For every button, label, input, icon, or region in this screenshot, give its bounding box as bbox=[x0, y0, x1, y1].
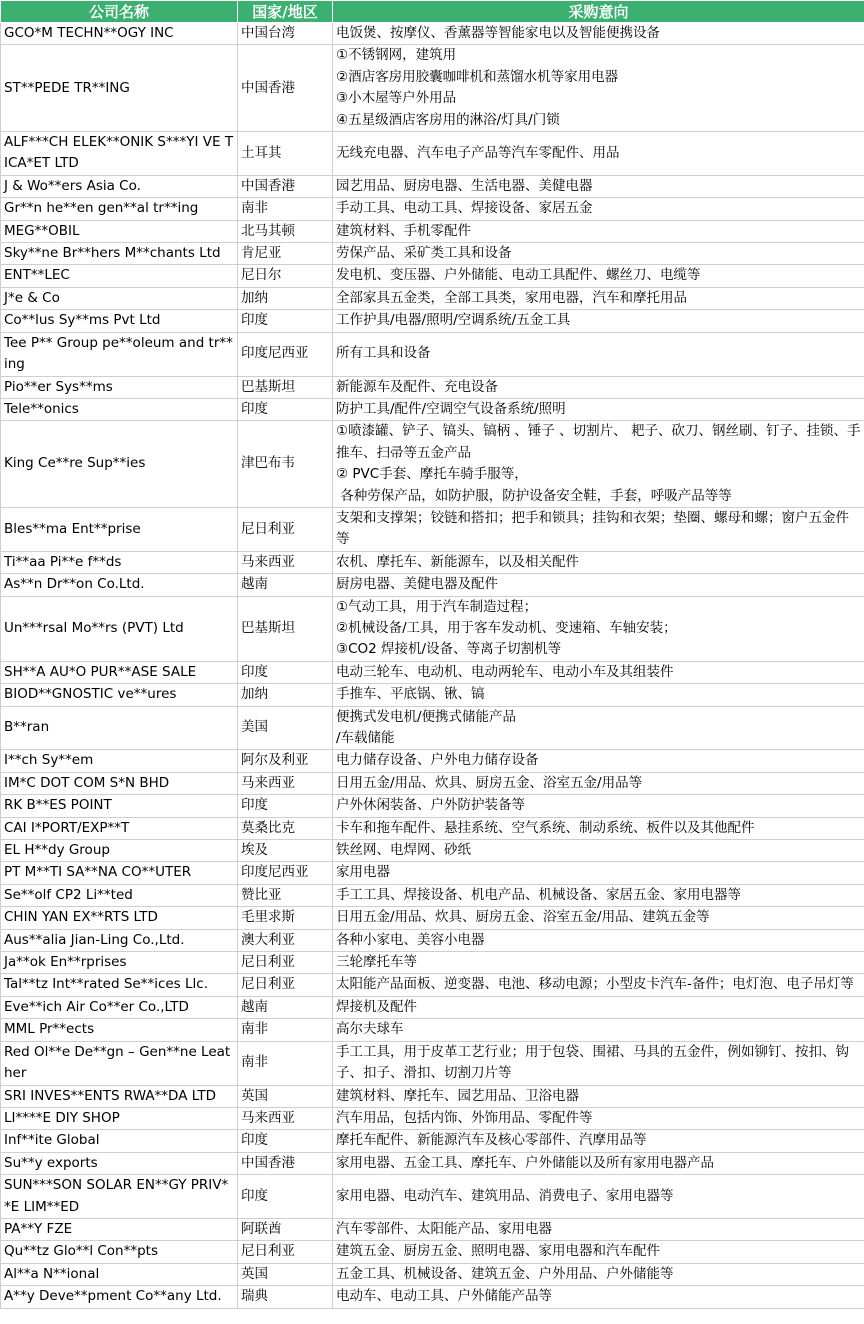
table-header-row bbox=[1, 1, 864, 23]
company-cell: PT M**TI SA**NA CO**UTER bbox=[1, 862, 238, 884]
header-company: 公司名称 bbox=[1, 1, 238, 23]
intent-cell: 支架和支撑架；铰链和搭扣；把手和锁具；挂钩和衣架；垫圈、螺母和螺；窗户五金件等 bbox=[333, 507, 864, 551]
header-intent: 采购意向 bbox=[333, 1, 864, 23]
table-row bbox=[1, 398, 864, 420]
intent-cell: ①喷漆罐、铲子、镐头、镐柄 、锤子 、切割片、 耙子、砍刀、钢丝刷、钉子、挂锁、手推车、扫帚等五金产品 ② PVC手套、摩托车骑手服等， 各种劳保产品，如防护服，防护设备安全鞋，手套，呼吸产品等等 bbox=[333, 421, 864, 508]
company-cell: J & Wo**ers Asia Co. bbox=[1, 175, 238, 197]
table-row bbox=[1, 884, 864, 906]
intent-cell: 摩托车配件、新能源汽车及核心零部件、汽摩用品等 bbox=[333, 1130, 864, 1152]
country-cell: 英国 bbox=[238, 1085, 333, 1107]
table-row bbox=[1, 795, 864, 817]
country-cell: 印度 bbox=[238, 1130, 333, 1152]
intent-cell: 汽车用品，包括内饰、外饰用品、零配件等 bbox=[333, 1107, 864, 1129]
country-cell: 印度 bbox=[238, 310, 333, 332]
intent-cell: 劳保产品、采矿类工具和设备 bbox=[333, 243, 864, 265]
company-cell: B**ran bbox=[1, 706, 238, 750]
table-row bbox=[1, 198, 864, 220]
table-row bbox=[1, 1175, 864, 1219]
intent-cell: 农机、摩托车、新能源车，以及相关配件 bbox=[333, 551, 864, 573]
intent-cell: 手工工具、焊接设备、机电产品、机械设备、家居五金、家用电器等 bbox=[333, 884, 864, 906]
company-cell: RK B**ES POINT bbox=[1, 795, 238, 817]
intent-cell: 新能源车及配件、充电设备 bbox=[333, 376, 864, 398]
intent-cell: 各种小家电、美容小电器 bbox=[333, 929, 864, 951]
intent-cell: ①气动工具，用于汽车制造过程； ②机械设备/工具，用于客车发动机、变速箱、车轴安装； ③CO2 焊接机/设备、等离子切割机等 bbox=[333, 596, 864, 661]
table-row bbox=[1, 750, 864, 772]
country-cell: 美国 bbox=[238, 706, 333, 750]
company-cell: ALF***CH ELEK**ONIK S***YI VE TICA*ET LTD bbox=[1, 132, 238, 176]
intent-cell: 电动三轮车、电动机、电动两轮车、电动小车及其组装件 bbox=[333, 661, 864, 683]
company-cell: SUN***SON SOLAR EN**GY PRIV**E LIM**ED bbox=[1, 1175, 238, 1219]
intent-cell: 手推车、平底锅、锹、镐 bbox=[333, 684, 864, 706]
table-row bbox=[1, 1263, 864, 1285]
table-row bbox=[1, 840, 864, 862]
company-cell: ST**PEDE TR**ING bbox=[1, 45, 238, 132]
country-cell: 马来西亚 bbox=[238, 551, 333, 573]
intent-cell: 防护工具/配件/空调空气设备系统/照明 bbox=[333, 398, 864, 420]
country-cell: 马来西亚 bbox=[238, 1107, 333, 1129]
country-cell: 阿联酋 bbox=[238, 1218, 333, 1240]
country-cell: 印度尼西亚 bbox=[238, 862, 333, 884]
country-cell: 中国香港 bbox=[238, 45, 333, 132]
company-cell: Co**lus Sy**ms Pvt Ltd bbox=[1, 310, 238, 332]
country-cell: 北马其顿 bbox=[238, 220, 333, 242]
table-row bbox=[1, 862, 864, 884]
intent-cell: 家用电器、五金工具、摩托车、户外储能以及所有家用电器产品 bbox=[333, 1152, 864, 1174]
company-cell: PA**Y FZE bbox=[1, 1218, 238, 1240]
country-cell: 尼日利亚 bbox=[238, 952, 333, 974]
company-cell: I**ch Sy**em bbox=[1, 750, 238, 772]
company-cell: Su**y exports bbox=[1, 1152, 238, 1174]
table-row bbox=[1, 507, 864, 551]
intent-cell: 卡车和拖车配件、悬挂系统、空气系统、制动系统、板件以及其他配件 bbox=[333, 817, 864, 839]
intent-cell: 日用五金/用品、炊具、厨房五金、浴室五金/用品、建筑五金等 bbox=[333, 907, 864, 929]
intent-cell: 便携式发电机/便携式储能产品 /车载储能 bbox=[333, 706, 864, 750]
country-cell: 中国台湾 bbox=[238, 23, 333, 45]
company-cell: Tal**tz Int**rated Se**ices Llc. bbox=[1, 974, 238, 996]
intent-cell: 所有工具和设备 bbox=[333, 332, 864, 376]
table-row bbox=[1, 817, 864, 839]
intent-cell: 汽车零部件、太阳能产品、家用电器 bbox=[333, 1218, 864, 1240]
country-cell: 印度尼西亚 bbox=[238, 332, 333, 376]
table-row bbox=[1, 376, 864, 398]
table-row bbox=[1, 596, 864, 661]
intent-cell: 五金工具、机械设备、建筑五金、户外用品、户外储能等 bbox=[333, 1263, 864, 1285]
country-cell: 阿尔及利亚 bbox=[238, 750, 333, 772]
company-cell: Tele**onics bbox=[1, 398, 238, 420]
country-cell: 巴基斯坦 bbox=[238, 376, 333, 398]
country-cell: 加纳 bbox=[238, 287, 333, 309]
company-cell: GCO*M TECHN**OGY INC bbox=[1, 23, 238, 45]
company-cell: LI****E DIY SHOP bbox=[1, 1107, 238, 1129]
intent-cell: 电饭煲、按摩仪、香薰器等智能家电以及智能便携设备 bbox=[333, 23, 864, 45]
table-row bbox=[1, 1241, 864, 1263]
intent-cell: 家用电器、电动汽车、建筑用品、消费电子、家用电器等 bbox=[333, 1175, 864, 1219]
table-row bbox=[1, 574, 864, 596]
company-cell: Red Ol**e De**gn – Gen**ne Leather bbox=[1, 1041, 238, 1085]
intent-cell: 太阳能产品面板、逆变器、电池、移动电源；小型皮卡汽车-备件；电灯泡、电子吊灯等 bbox=[333, 974, 864, 996]
intent-cell: 手工工具，用于皮革工艺行业；用于包袋、围裙、马具的五金件，例如铆钉、按扣、钩子、扣子、滑扣、切割刀片等 bbox=[333, 1041, 864, 1085]
country-cell: 尼日利亚 bbox=[238, 974, 333, 996]
table-row bbox=[1, 287, 864, 309]
intent-cell: 建筑材料、摩托车、园艺用品、卫浴电器 bbox=[333, 1085, 864, 1107]
company-cell: Sky**ne Br**hers M**chants Ltd bbox=[1, 243, 238, 265]
country-cell: 印度 bbox=[238, 398, 333, 420]
intent-cell: 电力储存设备、户外电力储存设备 bbox=[333, 750, 864, 772]
company-cell: Aus**alia Jian-Ling Co.,Ltd. bbox=[1, 929, 238, 951]
company-cell: Un***rsal Mo**rs (PVT) Ltd bbox=[1, 596, 238, 661]
table-row bbox=[1, 310, 864, 332]
table-row bbox=[1, 907, 864, 929]
company-cell: Pio**er Sys**ms bbox=[1, 376, 238, 398]
table-row bbox=[1, 1041, 864, 1085]
company-cell: Gr**n he**en gen**al tr**ing bbox=[1, 198, 238, 220]
table-row bbox=[1, 952, 864, 974]
intent-cell: 三轮摩托车等 bbox=[333, 952, 864, 974]
company-cell: Al**a N**ional bbox=[1, 1263, 238, 1285]
company-cell: J*e & Co bbox=[1, 287, 238, 309]
table-row bbox=[1, 1130, 864, 1152]
company-cell: SRI INVES**ENTS RWA**DA LTD bbox=[1, 1085, 238, 1107]
intent-cell: 工作护具/电器/照明/空调系统/五金工具 bbox=[333, 310, 864, 332]
table-row bbox=[1, 332, 864, 376]
table-row bbox=[1, 551, 864, 573]
country-cell: 南非 bbox=[238, 1041, 333, 1085]
country-cell: 尼日利亚 bbox=[238, 507, 333, 551]
table-row bbox=[1, 45, 864, 132]
country-cell: 加纳 bbox=[238, 684, 333, 706]
country-cell: 埃及 bbox=[238, 840, 333, 862]
table-row bbox=[1, 996, 864, 1018]
table-row bbox=[1, 23, 864, 45]
company-cell: IM*C DOT COM S*N BHD bbox=[1, 772, 238, 794]
intent-cell: 电动车、电动工具、户外储能产品等 bbox=[333, 1286, 864, 1308]
company-cell: ENT**LEC bbox=[1, 265, 238, 287]
header-country: 国家/地区 bbox=[238, 1, 333, 23]
table-row bbox=[1, 1085, 864, 1107]
intent-cell: 建筑五金、厨房五金、照明电器、家用电器和汽车配件 bbox=[333, 1241, 864, 1263]
company-cell: Qu**tz Glo**l Con**pts bbox=[1, 1241, 238, 1263]
country-cell: 中国香港 bbox=[238, 1152, 333, 1174]
table-row bbox=[1, 1218, 864, 1240]
intent-cell: 铁丝网、电焊网、砂纸 bbox=[333, 840, 864, 862]
table-row bbox=[1, 1107, 864, 1129]
intent-cell: 全部家具五金类，全部工具类，家用电器，汽车和摩托用品 bbox=[333, 287, 864, 309]
intent-cell: 家用电器 bbox=[333, 862, 864, 884]
table-body bbox=[1, 23, 864, 1309]
country-cell: 巴基斯坦 bbox=[238, 596, 333, 661]
country-cell: 中国香港 bbox=[238, 175, 333, 197]
intent-cell: 园艺用品、厨房电器、生活电器、美健电器 bbox=[333, 175, 864, 197]
company-cell: King Ce**re Sup**ies bbox=[1, 421, 238, 508]
company-cell: CHIN YAN EX**RTS LTD bbox=[1, 907, 238, 929]
country-cell: 印度 bbox=[238, 795, 333, 817]
table-row bbox=[1, 661, 864, 683]
company-cell: Tee P** Group pe**oleum and tr**ing bbox=[1, 332, 238, 376]
company-cell: BIOD**GNOSTIC ve**ures bbox=[1, 684, 238, 706]
country-cell: 尼日尔 bbox=[238, 265, 333, 287]
table-row bbox=[1, 974, 864, 996]
company-cell: SH**A AU*O PUR**ASE SALE bbox=[1, 661, 238, 683]
table-row bbox=[1, 706, 864, 750]
table-row bbox=[1, 175, 864, 197]
intent-cell: 建筑材料、手机零配件 bbox=[333, 220, 864, 242]
country-cell: 津巴布韦 bbox=[238, 421, 333, 508]
intent-cell: ①不锈钢网，建筑用 ②酒店客房用胶囊咖啡机和蒸馏水机等家用电器 ③小木屋等户外用品 ④五星级酒店客房用的淋浴/灯具/门锁 bbox=[333, 45, 864, 132]
intent-cell: 高尔夫球车 bbox=[333, 1019, 864, 1041]
country-cell: 尼日利亚 bbox=[238, 1241, 333, 1263]
table-row bbox=[1, 421, 864, 508]
intent-cell: 发电机、变压器、户外储能、电动工具配件、螺丝刀、电缆等 bbox=[333, 265, 864, 287]
table-row bbox=[1, 684, 864, 706]
intent-cell: 厨房电器、美健电器及配件 bbox=[333, 574, 864, 596]
table-row bbox=[1, 1286, 864, 1308]
table-row bbox=[1, 1019, 864, 1041]
country-cell: 土耳其 bbox=[238, 132, 333, 176]
company-cell: Inf**ite Global bbox=[1, 1130, 238, 1152]
country-cell: 毛里求斯 bbox=[238, 907, 333, 929]
company-cell: MML Pr**ects bbox=[1, 1019, 238, 1041]
country-cell: 澳大利亚 bbox=[238, 929, 333, 951]
intent-cell: 日用五金/用品、炊具、厨房五金、浴室五金/用品等 bbox=[333, 772, 864, 794]
country-cell: 南非 bbox=[238, 1019, 333, 1041]
country-cell: 赞比亚 bbox=[238, 884, 333, 906]
intent-cell: 无线充电器、汽车电子产品等汽车零配件、用品 bbox=[333, 132, 864, 176]
table-row bbox=[1, 265, 864, 287]
company-cell: Se**olf CP2 Li**ted bbox=[1, 884, 238, 906]
country-cell: 印度 bbox=[238, 1175, 333, 1219]
table-row bbox=[1, 220, 864, 242]
company-cell: As**n Dr**on Co.Ltd. bbox=[1, 574, 238, 596]
company-cell: CAI I*PORT/EXP**T bbox=[1, 817, 238, 839]
country-cell: 瑞典 bbox=[238, 1286, 333, 1308]
company-cell: Eve**ich Air Co**er Co.,LTD bbox=[1, 996, 238, 1018]
company-cell: MEG**OBIL bbox=[1, 220, 238, 242]
country-cell: 印度 bbox=[238, 661, 333, 683]
company-cell: Bles**ma Ent**prise bbox=[1, 507, 238, 551]
table-row bbox=[1, 929, 864, 951]
company-cell: Ja**ok En**rprises bbox=[1, 952, 238, 974]
company-cell: Ti**aa Pi**e f**ds bbox=[1, 551, 238, 573]
intent-cell: 焊接机及配件 bbox=[333, 996, 864, 1018]
table-row bbox=[1, 132, 864, 176]
table-row bbox=[1, 243, 864, 265]
country-cell: 莫桑比克 bbox=[238, 817, 333, 839]
country-cell: 越南 bbox=[238, 574, 333, 596]
intent-cell: 户外休闲装备、户外防护装备等 bbox=[333, 795, 864, 817]
intent-cell: 手动工具、电动工具、焊接设备、家居五金 bbox=[333, 198, 864, 220]
table-row bbox=[1, 1152, 864, 1174]
country-cell: 肯尼亚 bbox=[238, 243, 333, 265]
country-cell: 马来西亚 bbox=[238, 772, 333, 794]
country-cell: 英国 bbox=[238, 1263, 333, 1285]
table-row bbox=[1, 772, 864, 794]
company-cell: A**y Deve**pment Co**any Ltd. bbox=[1, 1286, 238, 1308]
company-cell: EL H**dy Group bbox=[1, 840, 238, 862]
country-cell: 南非 bbox=[238, 198, 333, 220]
country-cell: 越南 bbox=[238, 996, 333, 1018]
